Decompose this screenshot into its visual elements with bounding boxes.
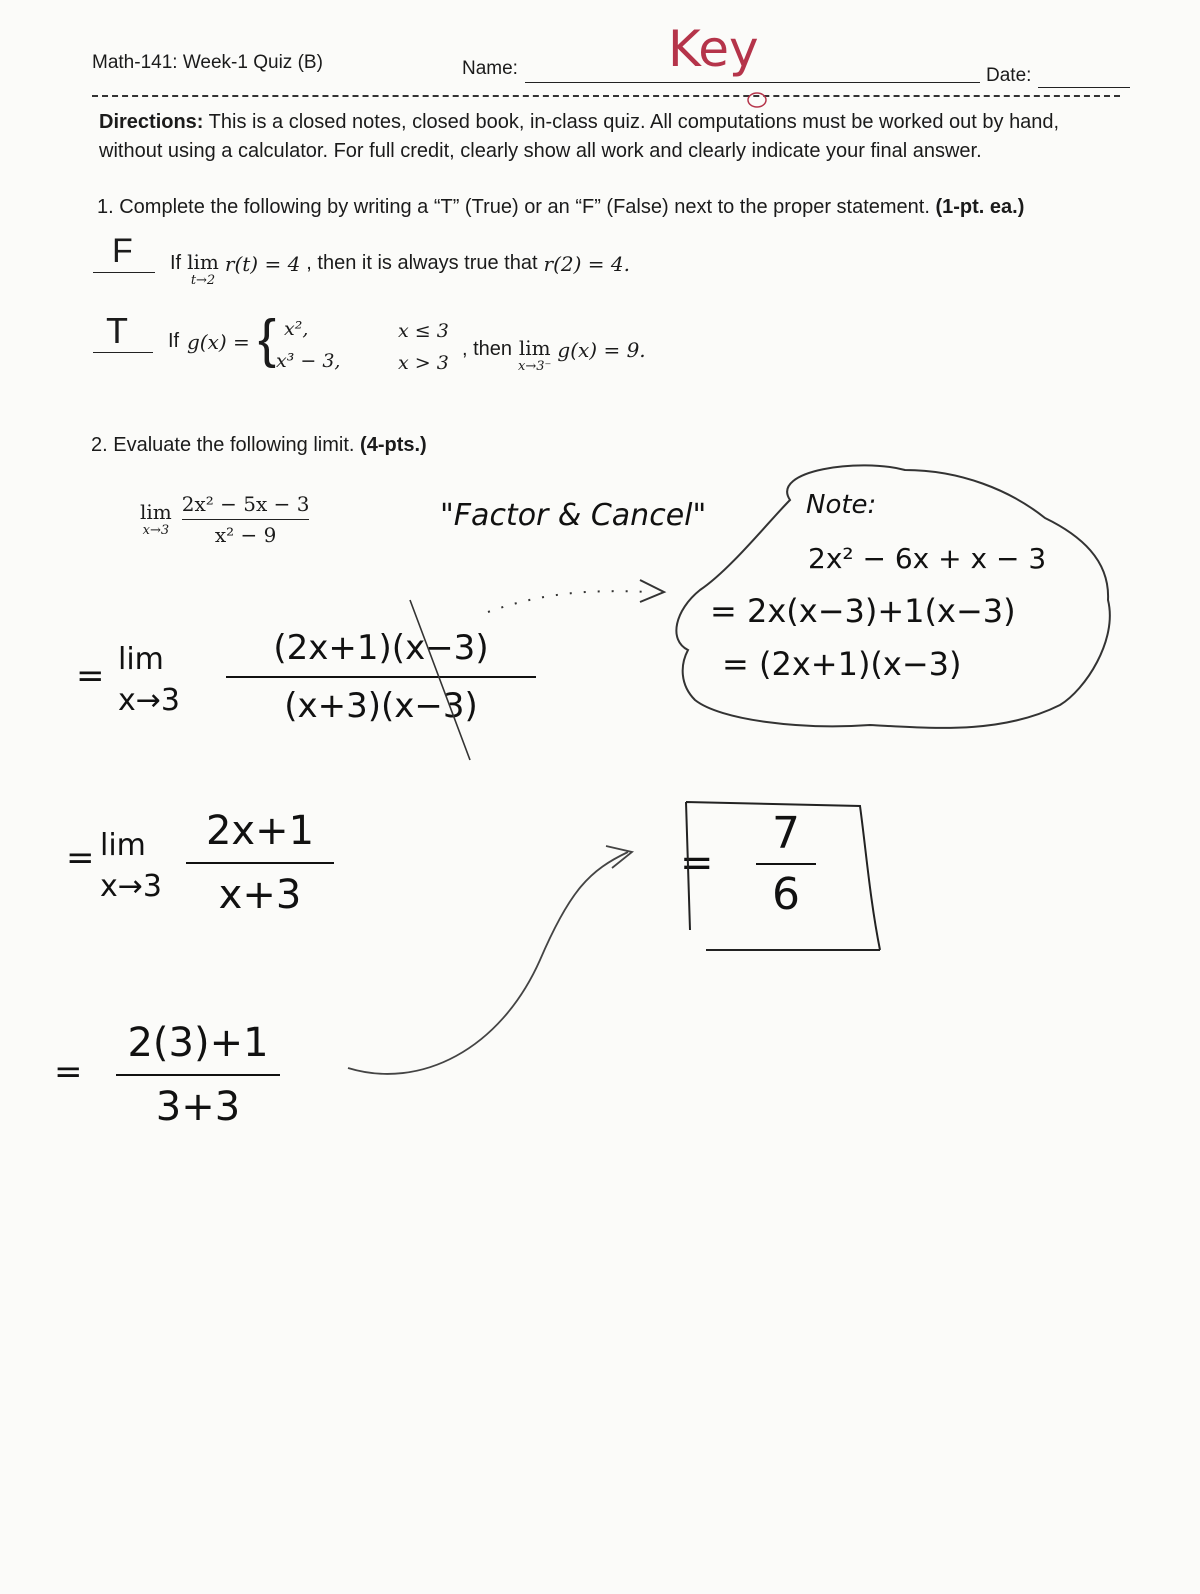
q2-prompt-text: 2. Evaluate the following limit. bbox=[91, 434, 355, 456]
q1-points: (1-pt. ea.) bbox=[935, 196, 1025, 218]
q1-item2-then: , then bbox=[462, 338, 513, 360]
q1-item1-tail: , then it is always true that bbox=[306, 252, 538, 274]
q1-prompt-text: 1. Complete the following by writing a “T” (True) or an “F” (False) next to the proper statement. bbox=[97, 196, 930, 218]
directions-label: Directions: bbox=[99, 111, 204, 133]
note-line3: = (2x+1)(x−3) bbox=[722, 645, 962, 683]
lim-word: lim bbox=[518, 336, 551, 360]
curved-arrow bbox=[348, 852, 628, 1074]
lim-word: lim bbox=[140, 500, 172, 524]
note-title: Note: bbox=[806, 490, 877, 520]
q1-item1-if: If bbox=[170, 252, 182, 274]
q1-item1-expr: r(t) = 4 bbox=[224, 252, 301, 276]
directions-line1: This is a closed notes, closed book, in-class quiz. All computations must be worked out by hand, bbox=[208, 111, 1060, 133]
step3-numerator: 2(3)+1 bbox=[127, 1020, 269, 1066]
step3-denominator: 3+3 bbox=[155, 1084, 241, 1130]
piecewise-brace: { bbox=[258, 309, 277, 369]
date-label: Date: bbox=[986, 65, 1032, 86]
note-line1: 2x² − 6x + x − 3 bbox=[808, 542, 1047, 575]
note-line2: = 2x(x−3)+1(x−3) bbox=[710, 592, 1016, 630]
lim-subscript: x→3⁻ bbox=[518, 359, 552, 374]
q1-item2-func: g(x) = bbox=[187, 330, 250, 354]
course-title: Math-141: Week-1 Quiz (B) bbox=[92, 52, 323, 73]
step1-lim-sub: x→3 bbox=[118, 682, 180, 718]
step2-lim-word: lim bbox=[100, 828, 146, 863]
answer-equals: = bbox=[680, 840, 714, 886]
q1-item1-tail-expr: r(2) = 4. bbox=[543, 252, 630, 276]
answer-box bbox=[686, 802, 880, 950]
q1-item2-cond1: x ≤ 3 bbox=[398, 320, 449, 342]
lim-subscript: t→2 bbox=[190, 273, 216, 288]
lim-word: lim bbox=[187, 250, 219, 274]
q1-item2-cond2: x > 3 bbox=[398, 352, 449, 374]
step1-equals: = bbox=[76, 656, 105, 696]
name-label: Name: bbox=[462, 58, 518, 79]
step2-numerator: 2x+1 bbox=[205, 808, 315, 854]
step2-equals: = bbox=[66, 838, 95, 878]
q1-item1-answer: F bbox=[112, 232, 133, 270]
q1-item2-answer: T bbox=[106, 310, 128, 351]
q1-item2-case1: x², bbox=[284, 318, 309, 340]
directions-line2: without using a calculator. For full credit, clearly show all work and clearly indicate your final answer. bbox=[99, 140, 982, 162]
step2-denominator: x+3 bbox=[218, 872, 302, 918]
q2-points: (4-pts.) bbox=[360, 434, 427, 456]
answer-denominator: 6 bbox=[772, 869, 800, 920]
q1-item2-result: g(x) = 9. bbox=[557, 338, 646, 362]
step2-lim-sub: x→3 bbox=[100, 868, 162, 904]
q1-item2-if: If bbox=[168, 330, 180, 352]
note-cloud-outline bbox=[676, 465, 1109, 728]
cancel-slash bbox=[410, 600, 470, 760]
step1-numerator: (2x+1)(x−3) bbox=[273, 628, 489, 668]
key-mark bbox=[748, 93, 766, 107]
q2-denominator: x² − 9 bbox=[214, 523, 277, 547]
dotted-arrow bbox=[488, 591, 650, 612]
q2-numerator: 2x² − 5x − 3 bbox=[181, 492, 310, 516]
step1-lim-word: lim bbox=[118, 642, 164, 677]
factor-note: "Factor & Cancel" bbox=[440, 498, 707, 533]
q1-item2-case2: x³ − 3, bbox=[276, 350, 341, 372]
step3-equals: = bbox=[54, 1052, 83, 1092]
lim-subscript: x→3 bbox=[142, 523, 170, 538]
answer-numerator: 7 bbox=[772, 808, 800, 859]
name-value: Key bbox=[668, 20, 759, 78]
dotted-arrow-head bbox=[640, 580, 664, 602]
step1-denominator: (x+3)(x−3) bbox=[284, 686, 478, 726]
